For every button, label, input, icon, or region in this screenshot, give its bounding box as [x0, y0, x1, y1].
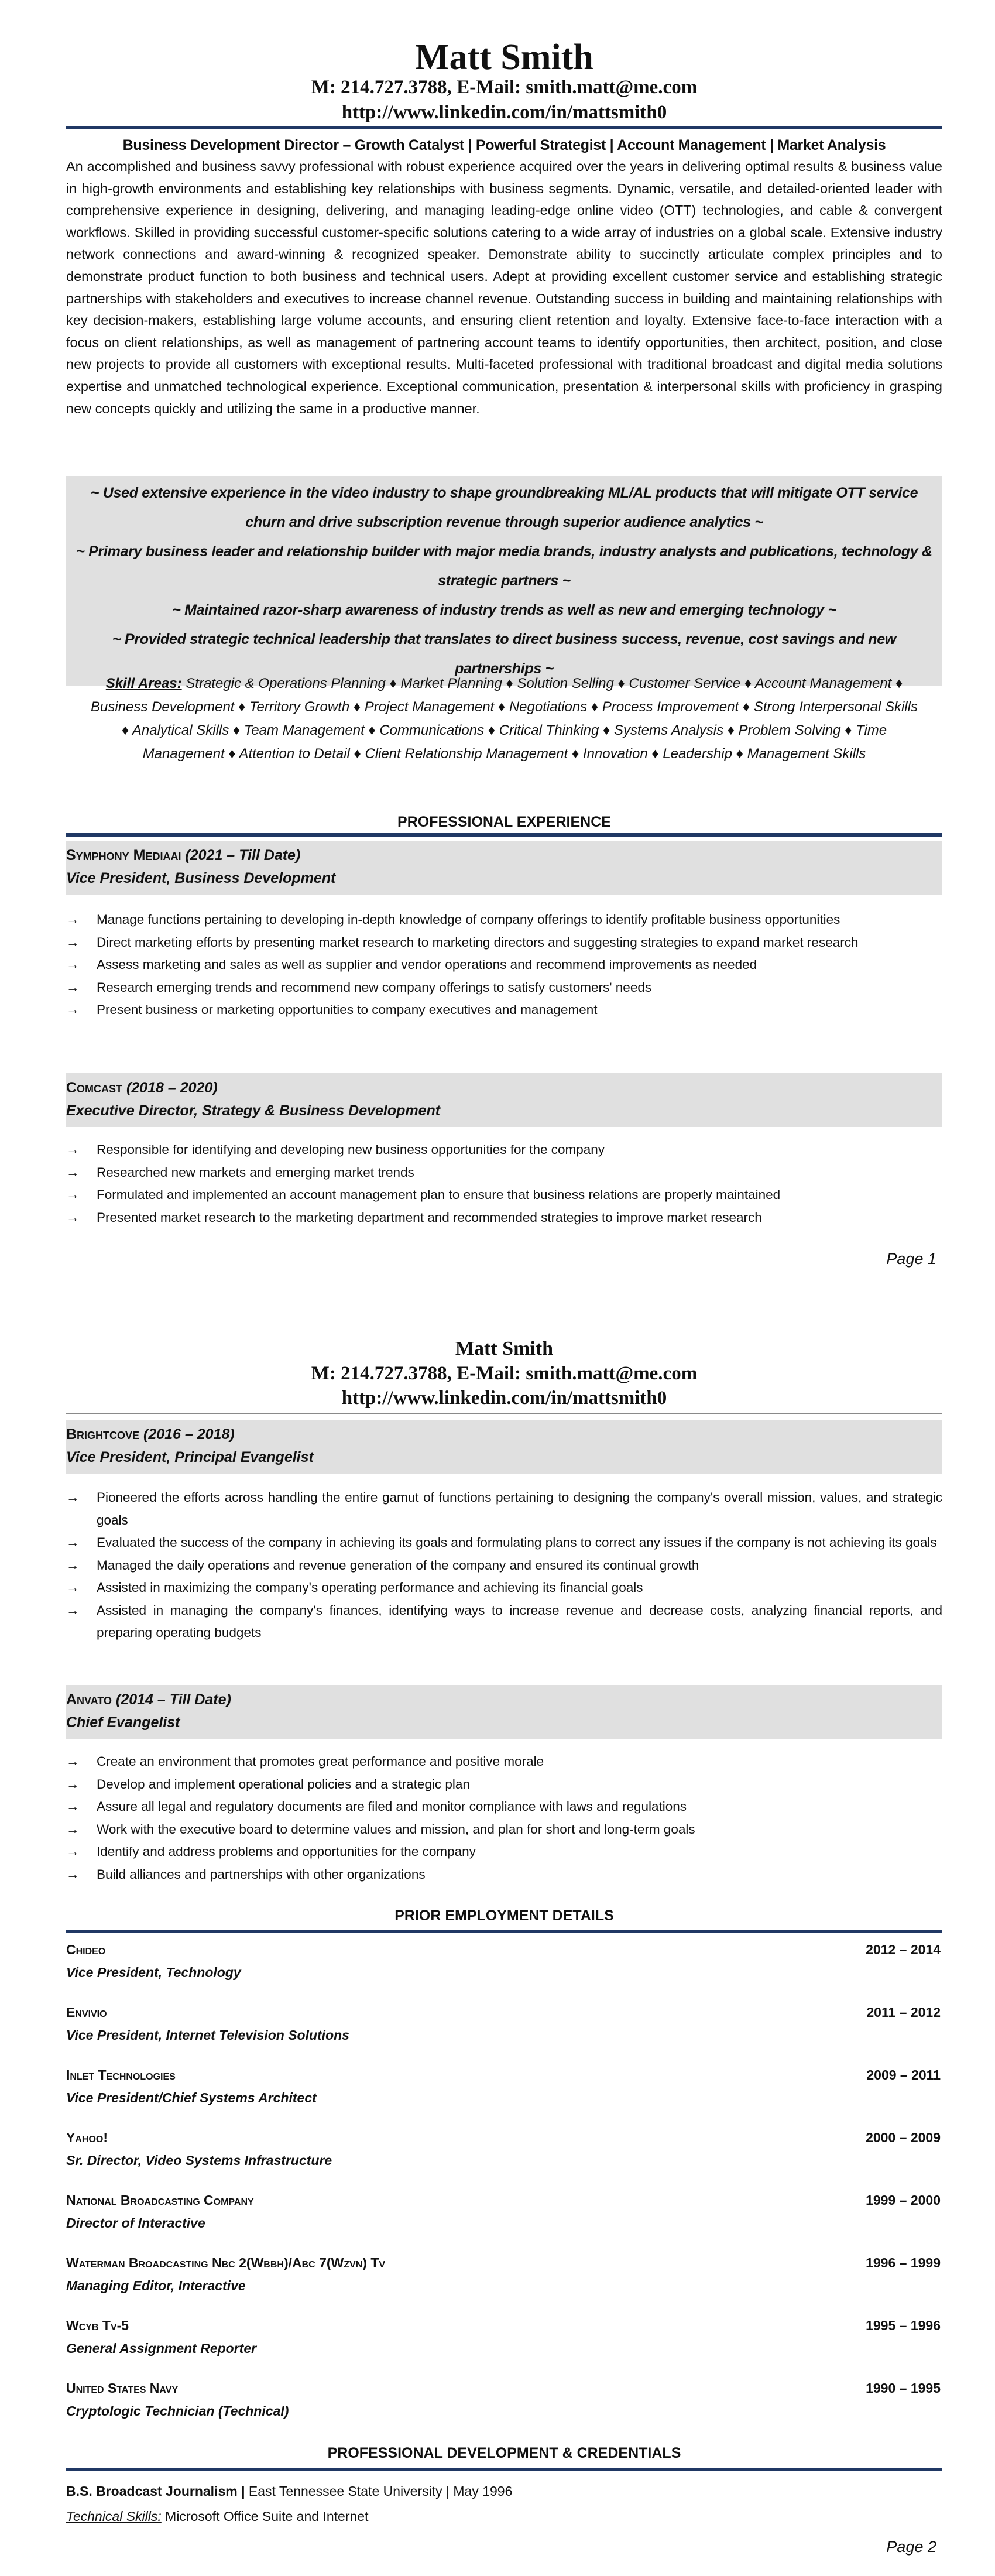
company-name: National Broadcasting Company	[66, 2193, 254, 2208]
job-header	[66, 1685, 942, 1739]
job-dates: (2014 – Till Date)	[116, 1691, 231, 1708]
prior-entry	[66, 2001, 942, 2064]
section-title-experience: PROFESSIONAL EXPERIENCE	[397, 814, 611, 830]
technical-skills-line	[66, 2504, 942, 2529]
prior-entry	[66, 1938, 942, 2001]
job-header	[66, 1073, 942, 1127]
job-bullet: → Build alliances and partnerships with other organizations	[66, 1864, 942, 1886]
arrow-icon: →	[66, 1821, 80, 1837]
arrow-icon: →	[66, 957, 80, 972]
job-bullet: → Identify and address problems and opportunities for the company	[66, 1841, 942, 1864]
job-bullet: → Formulated and implemented an account management plan to ensure that business relations are properly maintained	[66, 1184, 942, 1207]
company-name: United States Navy	[66, 2380, 179, 2396]
summary-paragraph: An accomplished and business savvy professional with robust experience acquired over the years in delivering optimal results & business value in high-growth environments and establishing key relationships with business segments. Dynamic, versatile, and detailed-oriented leader with comprehensive experience in designing, delivering, and managing leading-edge online video (OTT) technologies, and cable & convergent workflows. Skilled in providing successful customer-specific solutions catering to a wide array of industries on a global scale. Extensive industry network connections and award-winning & recognized speaker. Demonstrate ability to succinctly articulate complex principles and to demonstrate product function to both business and technical users. Adept at providing excellent customer service and establishing strategic partnerships with stakeholders and executives to increase channel revenue. Outstanding success in building and maintaining relationships with key decision-makers, establishing large volume accounts, and ensuring client retention and loyalty. Extensive face-to-face interaction with a focus on client relationships, as well as management of partnering account teams to identify opportunities, then architect, position, and close new projects to provide all customers with exceptional results. Multi-faceted professional with traditional broadcast and digital media solutions expertise and unmatched technological experience. Exceptional communication, presentation & interpersonal skills with proficiency in grasping new concepts quickly and utilizing the same in a productive manner.	[66, 159, 942, 416]
arrow-icon: →	[66, 1187, 80, 1202]
contact-line: M: 214.727.3788, E-Mail: smith.matt@me.com	[311, 1363, 698, 1384]
job-title: Vice President, Technology	[66, 1965, 241, 1980]
job-title: Vice President, Internet Television Solutions	[66, 2027, 349, 2043]
years: 2011 – 2012	[866, 2005, 941, 2020]
headline: Business Development Director – Growth Catalyst | Powerful Strategist | Account Management | Market Analysis	[122, 137, 886, 153]
prior-entry	[66, 2064, 942, 2126]
section-rule	[66, 833, 942, 837]
job-title: Cryptologic Technician (Technical)	[66, 2403, 289, 2419]
arrow-icon: →	[66, 1164, 80, 1180]
skill-areas-list: Strategic & Operations Planning ♦ Market Planning ♦ Solution Selling ♦ Customer Service ♦ Account Management ♦ Business Development ♦ Territory Growth ♦ Project Management ♦ Negotiations ♦ Process Improvement ♦ Strong Interpersonal Skills ♦ Analytical Skills ♦ Team Management ♦ Communications ♦ Critical Thinking ♦ Systems Analysis ♦ Problem Solving ♦ Time Management ♦ Attention to Detail ♦ Client Relationship Management ♦ Innovation ♦ Leadership ♦ Management Skills	[91, 676, 918, 762]
arrow-icon: →	[66, 1557, 80, 1573]
job-title: Managing Editor, Interactive	[66, 2278, 246, 2293]
company-name: Yahoo!	[66, 2130, 108, 2145]
years: 1995 – 1996	[866, 2318, 941, 2333]
job-title: Sr. Director, Video Systems Infrastructure	[66, 2153, 332, 2168]
years: 2000 – 2009	[866, 2130, 941, 2145]
job-entry	[66, 1685, 942, 1886]
arrow-icon: →	[66, 1535, 80, 1550]
job-title: Vice President/Chief Systems Architect	[66, 2090, 317, 2105]
prior-entry	[66, 2314, 942, 2377]
arrow-icon: →	[66, 979, 80, 995]
job-entry	[66, 1073, 942, 1229]
years: 2012 – 2014	[866, 1942, 941, 1957]
section-title-prior: PRIOR EMPLOYMENT DETAILS	[394, 1907, 614, 1924]
prior-entry	[66, 2189, 942, 2252]
job-title: Chief Evangelist	[66, 1714, 180, 1731]
header-rule	[66, 126, 942, 129]
job-bullet: → Manage functions pertaining to developing in-depth knowledge of company offerings to identify profitable business opportunities	[66, 909, 942, 931]
highlight-item: ~ Primary business leader and relationship builder with major media brands, industry analysts and publications, technology & strategic partners ~	[76, 543, 932, 589]
company-name: Waterman Broadcasting Nbc 2(Wbbh)/Abc 7(Wzvn) Tv	[66, 2255, 386, 2270]
years: 2009 – 2011	[866, 2067, 941, 2082]
job-title: Vice President, Business Development	[66, 870, 336, 886]
resume-name: Matt Smith	[455, 1338, 554, 1359]
job-entry	[66, 841, 942, 1022]
resume-name: Matt Smith	[415, 37, 593, 77]
years: 1999 – 2000	[866, 2193, 941, 2208]
degree: B.S. Broadcast Journalism |	[66, 2483, 245, 2499]
linkedin-url[interactable]: http://www.linkedin.com/in/mattsmith0	[341, 102, 667, 123]
arrow-icon: →	[66, 1602, 80, 1618]
job-bullet: → Responsible for identifying and developing new business opportunities for the company	[66, 1139, 942, 1162]
job-bullet: → Pioneered the efforts across handling the entire gamut of functions pertaining to designing the company's overall mission, values, and strategic goals	[66, 1486, 942, 1532]
highlights-box	[66, 476, 942, 686]
arrow-icon: →	[66, 1210, 80, 1225]
job-header	[66, 841, 942, 895]
arrow-icon: →	[66, 1142, 80, 1157]
arrow-icon: →	[66, 1490, 80, 1505]
arrow-icon: →	[66, 1776, 80, 1791]
section-title-credentials: PROFESSIONAL DEVELOPMENT & CREDENTIALS	[327, 2445, 681, 2461]
job-title: Vice President, Principal Evangelist	[66, 1449, 314, 1465]
job-bullet: → Present business or marketing opportunities to company executives and management	[66, 999, 942, 1022]
job-title: Executive Director, Strategy & Business Development	[66, 1102, 441, 1119]
job-bullet: → Work with the executive board to determine values and mission, and plan for short and long-term goals	[66, 1818, 942, 1841]
company-name: Wcyb Tv-5	[66, 2318, 129, 2333]
prior-entry	[66, 2126, 942, 2189]
job-entry	[66, 1420, 942, 1645]
arrow-icon: →	[66, 1844, 80, 1859]
job-dates: (2018 – 2020)	[126, 1080, 218, 1096]
technical-skills-label: Technical Skills:	[66, 2509, 162, 2524]
job-bullet: → Researched new markets and emerging market trends	[66, 1162, 942, 1184]
company-name: Envivio	[66, 2005, 107, 2020]
page-number: Page 2	[886, 2538, 936, 2556]
job-bullet: → Assisted in maximizing the company's operating performance and achieving its financial goals	[66, 1577, 942, 1599]
company-name: Chideo	[66, 1942, 106, 1957]
job-bullet: → Develop and implement operational policies and a strategic plan	[66, 1773, 942, 1796]
highlight-item: ~ Provided strategic technical leadership that translates to direct business success, revenue, cost savings and new partnerships ~	[112, 631, 896, 677]
arrow-icon: →	[66, 1866, 80, 1882]
highlight-item: ~ Maintained razor-sharp awareness of industry trends as well as new and emerging technology ~	[172, 602, 836, 618]
skill-areas	[66, 672, 942, 766]
highlight-item: ~ Used extensive experience in the video industry to shape groundbreaking ML/AL products that will mitigate OTT service churn and drive subscription revenue through superior audience analytics ~	[90, 485, 918, 530]
job-bullet: → Assess marketing and sales as well as supplier and vendor operations and recommend improvements as needed	[66, 954, 942, 977]
job-title: General Assignment Reporter	[66, 2341, 257, 2356]
technical-skills-value: Microsoft Office Suite and Internet	[161, 2509, 369, 2524]
job-bullet: → Research emerging trends and recommend new company offerings to satisfy customers' needs	[66, 977, 942, 999]
company-name: Anvato	[66, 1691, 112, 1708]
prior-entry	[66, 2252, 942, 2314]
arrow-icon: →	[66, 934, 80, 950]
job-header	[66, 1420, 942, 1474]
years: 1990 – 1995	[866, 2380, 941, 2396]
prior-entry	[66, 2377, 942, 2440]
section-rule	[66, 2468, 942, 2471]
job-bullet: → Direct marketing efforts by presenting market research to marketing directors and suggesting strategies to expand market research	[66, 931, 942, 954]
company-name: Symphony Mediaai	[66, 847, 181, 864]
prior-employment-list	[66, 1938, 942, 2440]
page-number: Page 1	[886, 1250, 936, 1268]
section-rule	[66, 1930, 942, 1933]
arrow-icon: →	[66, 1754, 80, 1769]
job-bullet: → Create an environment that promotes great performance and positive morale	[66, 1751, 942, 1773]
skill-areas-label: Skill Areas:	[105, 676, 182, 691]
arrow-icon: →	[66, 1580, 80, 1595]
arrow-icon: →	[66, 1799, 80, 1814]
job-dates: (2021 – Till Date)	[185, 847, 301, 864]
job-bullet: → Managed the daily operations and revenue generation of the company and ensured its continual growth	[66, 1554, 942, 1577]
job-bullet: → Assisted in managing the company's finances, identifying ways to increase revenue and decrease costs, analyzing financial reports, and preparing operating budgets	[66, 1599, 942, 1645]
arrow-icon: →	[66, 912, 80, 927]
company-name: Inlet Technologies	[66, 2067, 176, 2082]
job-bullet: → Assure all legal and regulatory documents are filed and monitor compliance with laws and regulations	[66, 1796, 942, 1818]
school: East Tennessee State University | May 1996	[245, 2483, 513, 2499]
contact-line: M: 214.727.3788, E-Mail: smith.matt@me.com	[311, 77, 698, 98]
job-bullet: → Evaluated the success of the company in achieving its goals and formulating plans to correct any issues if the company is not achieving its goals	[66, 1532, 942, 1554]
header-rule	[66, 1413, 942, 1414]
education-line	[66, 2479, 942, 2504]
job-dates: (2016 – 2018)	[143, 1426, 235, 1443]
company-name: Brightcove	[66, 1426, 140, 1443]
years: 1996 – 1999	[866, 2255, 941, 2270]
job-bullet: → Presented market research to the marketing department and recommended strategies to improve market research	[66, 1207, 942, 1229]
company-name: Comcast	[66, 1080, 123, 1096]
arrow-icon: →	[66, 1002, 80, 1017]
job-title: Director of Interactive	[66, 2215, 205, 2231]
linkedin-url[interactable]: http://www.linkedin.com/in/mattsmith0	[341, 1388, 667, 1409]
